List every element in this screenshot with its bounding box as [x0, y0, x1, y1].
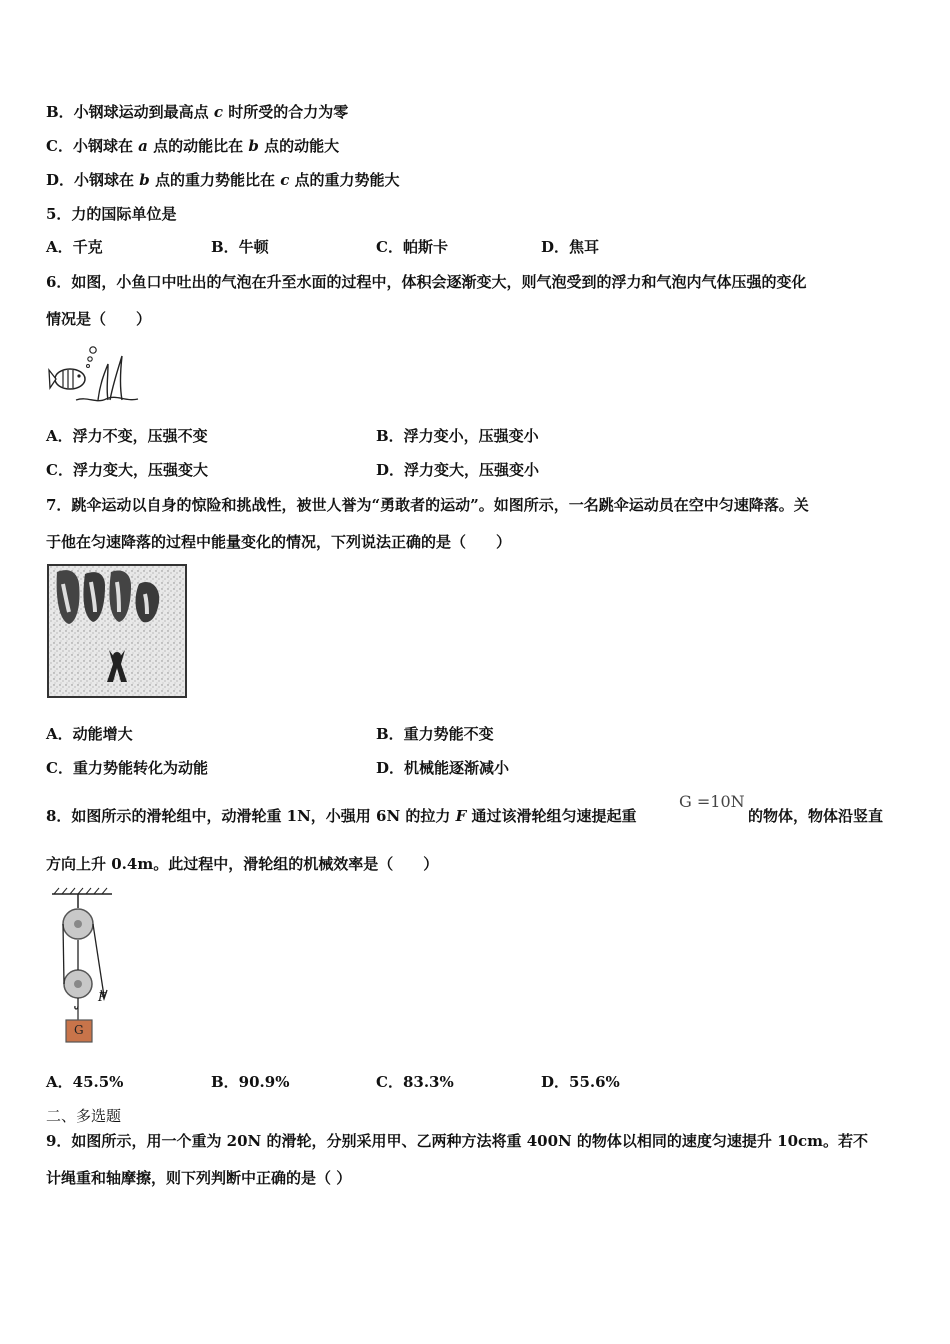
q4-option-b [46, 102, 348, 122]
q4-option-d-text-1: D．小钢球在 [46, 171, 140, 189]
q6-option-c: C．浮力变大，压强变大 [46, 461, 208, 479]
seaweed-left [98, 364, 108, 400]
fish-eye [77, 374, 80, 377]
q4-option-d-var-c: c [280, 171, 290, 189]
q7-stem-line1: 7．跳伞运动以自身的惊险和挑战性，被世人誉为“勇敢者的运动”。如图所示，一名跳伞运动员在空中匀速降落。关 [46, 496, 809, 514]
q8-option-b: B．90.9% [211, 1073, 290, 1091]
q4-option-c-var-a: a [138, 137, 148, 155]
q7-option-a: A．动能增大 [46, 725, 133, 743]
q4-option-d [46, 170, 400, 190]
q7-stem-line2: 于他在匀速降落的过程中能量变化的情况，下列说法正确的是（ ） [46, 533, 512, 551]
q8-stem-text-2: 通过该滑轮组匀速提起重 [466, 807, 637, 825]
q4-option-d-text-3: 点的重力势能大 [289, 171, 400, 189]
ceiling-hatch [54, 888, 107, 894]
q8-stem-line1 [46, 806, 637, 826]
bubble-large [90, 347, 96, 353]
q4-option-c-var-b: b [248, 137, 259, 155]
weight-label-g: G [74, 1023, 84, 1037]
q4-option-b-text-2: 时所受的合力为零 [223, 103, 349, 121]
q5-option-d: D．焦耳 [541, 238, 600, 256]
q8-stem-var-f: F [455, 807, 467, 825]
fish-body [55, 369, 85, 389]
rope-pull [93, 924, 104, 996]
section-title-multi-choice: 二、多选题 [46, 1107, 122, 1125]
q5-option-b: B．牛顿 [211, 238, 269, 256]
fixed-pulley-axle [74, 920, 82, 928]
q9-stem-line2: 计绳重和轴摩擦，则下列判断中正确的是（ ） [46, 1169, 352, 1187]
parachute-figure [47, 564, 187, 698]
q5-stem: 5．力的国际单位是 [46, 205, 177, 223]
q6-option-d: D．浮力变大，压强变小 [376, 461, 540, 479]
fish-bubble-figure [48, 344, 140, 406]
q8-stem-text-1: 8．如图所示的滑轮组中，动滑轮重 1N，小强用 6N 的拉力 [46, 807, 456, 825]
q4-option-d-text-2: 点的重力势能比在 [149, 171, 281, 189]
q7-option-b: B．重力势能不变 [376, 725, 494, 743]
q4-option-c-text-2: 点的动能比在 [147, 137, 249, 155]
q4-option-c-text-3: 点的动能大 [258, 137, 340, 155]
q9-stem-line1: 9．如图所示，用一个重为 20N 的滑轮，分别采用甲、乙两种方法将重 400N 的物体以相同的速度匀速提升 10cm。若不 [46, 1132, 869, 1150]
fish-tail [49, 370, 56, 388]
q6-stem-line1: 6．如图，小鱼口中吐出的气泡在升至水面的过程中，体积会逐渐变大，则气泡受到的浮力和气泡内气体压强的变化 [46, 273, 807, 291]
q8-formula-g: G =10N [679, 792, 745, 811]
q5-option-a: A．千克 [46, 238, 103, 256]
q8-stem-line1-tail: 的物体，物体沿竖直 [748, 807, 884, 825]
q8-stem-line2: 方向上升 0.4m。此过程中，滑轮组的机械效率是（ ） [46, 855, 439, 873]
q4-option-c-text-1: C．小钢球在 [46, 137, 139, 155]
force-label-f: F [98, 990, 107, 1004]
rope-left [63, 924, 64, 984]
bubble-medium [88, 357, 92, 361]
bubble-small [87, 365, 90, 368]
q4-option-d-var-b: b [139, 171, 150, 189]
seaweed-right [110, 356, 122, 400]
pulley-figure [46, 886, 126, 1048]
q4-option-b-var-c: c [213, 103, 224, 121]
q8-option-d: D．55.6% [541, 1073, 620, 1091]
skydiver-head [113, 652, 121, 660]
q7-option-c: C．重力势能转化为动能 [46, 759, 208, 777]
q6-option-a: A．浮力不变，压强不变 [46, 427, 208, 445]
q4-option-c [46, 136, 339, 156]
q6-option-b: B．浮力变小，压强变小 [376, 427, 539, 445]
q8-option-a: A．45.5% [46, 1073, 124, 1091]
q7-option-d: D．机械能逐渐减小 [376, 759, 510, 777]
q5-option-c: C．帕斯卡 [376, 238, 448, 256]
q8-option-c: C．83.3% [376, 1073, 454, 1091]
q4-option-b-text-1: B．小钢球运动到最高点 [46, 103, 214, 121]
moving-pulley-axle [74, 980, 82, 988]
q6-stem-line2: 情况是（ ） [46, 310, 152, 328]
